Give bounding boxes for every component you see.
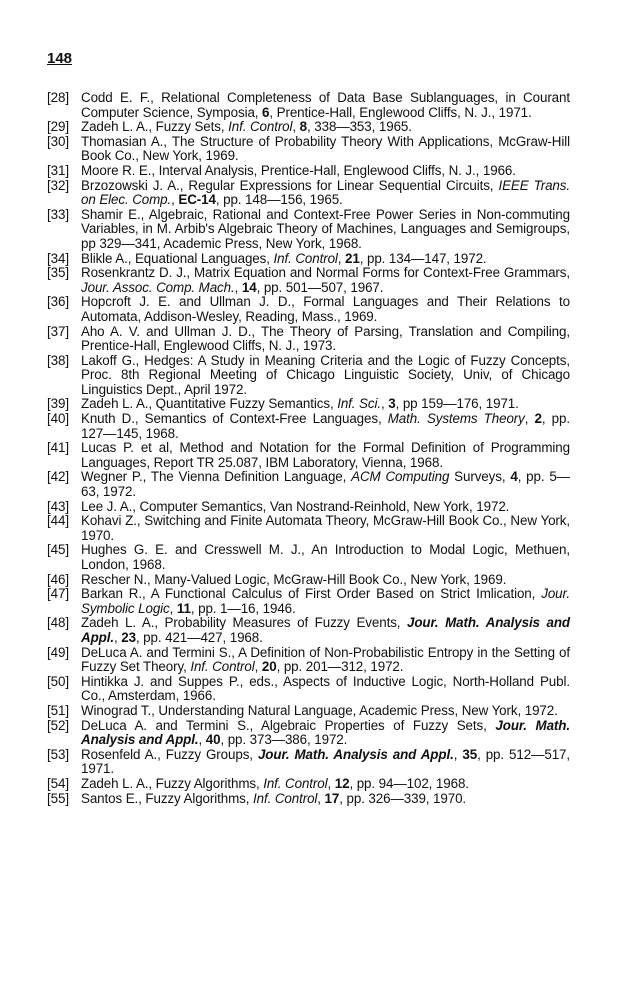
reference-segment: , pp. 501—507, 1967. <box>256 279 384 295</box>
reference-segment: , <box>169 600 177 616</box>
reference-number: [44] <box>47 513 69 529</box>
reference-entry <box>47 295 570 324</box>
reference-emphasis: ACM Computing <box>351 469 450 485</box>
reference-emphasis: 2 <box>534 411 542 427</box>
reference-segment: Hintikka J. and Suppes P., eds., Aspects of Inductive Logic, North-Holland Publ. Co., Amsterdam, 1966. <box>81 673 570 704</box>
reference-number: [52] <box>47 717 69 733</box>
reference-text <box>81 573 570 588</box>
reference-emphasis: Jour. Math. Analysis and Appl. <box>81 615 570 645</box>
reference-number: [34] <box>47 250 69 266</box>
reference-text <box>81 616 570 645</box>
reference-text <box>81 777 570 792</box>
reference-entry <box>47 179 570 208</box>
reference-entry <box>47 120 570 135</box>
reference-segment: Rosenkrantz D. J., Matrix Equation and Normal Forms for Context-Free Grammars, <box>81 265 570 281</box>
reference-segment: , <box>113 629 122 645</box>
reference-text <box>81 266 570 295</box>
reference-entry <box>47 704 570 719</box>
reference-number: [49] <box>47 644 69 660</box>
reference-segment: , <box>171 192 179 208</box>
reference-emphasis: Inf. Sci. <box>337 396 381 412</box>
reference-emphasis: 21 <box>345 250 360 266</box>
reference-number: [42] <box>47 469 69 485</box>
reference-text <box>81 135 570 164</box>
reference-segment: , 338—353, 1965. <box>307 119 412 135</box>
reference-number: [51] <box>47 702 69 718</box>
reference-emphasis: Inf. Control <box>228 119 293 135</box>
reference-segment: , <box>317 790 325 806</box>
reference-number: [53] <box>47 746 69 762</box>
reference-text <box>81 587 570 616</box>
reference-segment: Zadeh L. A., Quantitative Fuzzy Semantics, <box>81 396 338 412</box>
reference-entry <box>47 777 570 792</box>
reference-segment: Rescher N., Many-Valued Logic, McGraw-Hill Book Co., New York, 1969. <box>81 571 507 587</box>
reference-entry <box>47 543 570 572</box>
reference-segment: , <box>292 119 300 135</box>
reference-number: [54] <box>47 775 69 791</box>
reference-emphasis: Jour. Assoc. Comp. Mach. <box>81 279 235 295</box>
reference-entry <box>47 587 570 616</box>
reference-entry <box>47 135 570 164</box>
reference-segment: Winograd T., Understanding Natural Language, Academic Press, New York, 1972. <box>81 702 558 718</box>
reference-segment: , pp. 201—312, 1972. <box>276 659 404 675</box>
reference-segment: Lee J. A., Computer Semantics, Van Nostrand-Reinhold, New York, 1972. <box>81 498 510 514</box>
reference-emphasis: Jour. Math. Analysis and Appl. <box>81 717 570 748</box>
reference-number: [47] <box>47 586 69 602</box>
reference-segment: , <box>198 732 206 748</box>
reference-number: [29] <box>47 119 69 135</box>
reference-segment: , <box>234 279 242 295</box>
reference-text <box>81 704 570 719</box>
reference-segment: Lakoff G., Hedges: A Study in Meaning Criteria and the Logic of Fuzzy Concepts, Proc. 8th Regional Meeting of Chicago Linguistic Society, Univ, of Chicago Linguistics Dept., April 1972. <box>81 352 570 397</box>
reference-text <box>81 179 570 208</box>
reference-emphasis: 6 <box>262 104 270 120</box>
reference-segment: , pp. 326—339, 1970. <box>339 790 467 806</box>
reference-entry <box>47 325 570 354</box>
reference-text <box>81 208 570 252</box>
reference-emphasis: 40 <box>205 732 221 748</box>
reference-text <box>81 646 570 675</box>
reference-segment: Shamir E., Algebraic, Rational and Context-Free Power Series in Non-commuting Variables, in M. Arbib's Algebraic Theory of Machines, Languages and Semigroups, pp 329—341, Academic Press, New York, 1968. <box>81 206 570 251</box>
reference-segment: Santos E., Fuzzy Algorithms, <box>81 790 253 806</box>
reference-emphasis: Inf. Control <box>190 659 255 675</box>
reference-number: [35] <box>47 265 69 281</box>
reference-entry <box>47 616 570 645</box>
reference-entry <box>47 646 570 675</box>
reference-number: [37] <box>47 323 69 339</box>
reference-text <box>81 164 570 179</box>
reference-segment: , pp. 5—63, 1972. <box>81 469 570 500</box>
reference-number: [36] <box>47 294 69 310</box>
reference-number: [31] <box>47 162 69 178</box>
reference-segment: , pp. 373—386, 1972. <box>220 732 348 748</box>
reference-text <box>81 252 570 267</box>
reference-segment: DeLuca A. and Termini S., A Definition of Non-Probabilistic Entropy in the Setting of Fuzzy Set Theory, <box>81 644 570 675</box>
reference-entry <box>47 91 570 120</box>
reference-number: [33] <box>47 206 69 222</box>
reference-segment: , <box>337 250 346 266</box>
reference-segment: DeLuca A. and Termini S., Algebraic Properties of Fuzzy Sets, <box>81 717 496 733</box>
reference-text <box>81 748 570 777</box>
reference-emphasis: 14 <box>241 279 257 295</box>
reference-entry <box>47 792 570 807</box>
reference-emphasis: Inf. Control <box>273 250 338 266</box>
reference-segment: , <box>254 659 262 675</box>
reference-entry <box>47 719 570 748</box>
reference-segment: Lucas P. et al, Method and Notation for the Formal Definition of Programming Languages, Report TR 25.087, IBM Laboratory, Vienna, 1968. <box>81 440 570 470</box>
reference-number: [30] <box>47 133 69 149</box>
reference-emphasis: 8 <box>299 119 308 135</box>
reference-number: [46] <box>47 571 69 587</box>
reference-segment: Hughes G. E. and Cresswell M. J., An Introduction to Modal Logic, Methuen, London, 1968. <box>81 542 570 572</box>
reference-segment: Codd E. F., Relational Completeness of Data Base Sublanguages, in Courant Computer Science, Symposia, <box>81 90 570 120</box>
reference-segment: , pp. 1—16, 1946. <box>190 600 296 616</box>
reference-number: [48] <box>47 615 69 631</box>
reference-segment: , pp. 148—156, 1965. <box>215 192 343 208</box>
reference-number: [32] <box>47 177 69 193</box>
reference-segment: , pp. 127—145, 1968. <box>81 411 570 441</box>
reference-segment: Barkan R., A Functional Calculus of First Order Based on Strict Imlication, <box>81 586 542 602</box>
reference-segment: Surveys, <box>449 469 511 485</box>
reference-emphasis: EC-14 <box>178 192 216 208</box>
reference-emphasis: Jour. Math. Analysis and Appl. <box>257 746 454 762</box>
reference-segment: , pp. 94—102, 1968. <box>349 775 469 791</box>
reference-segment: , pp. 421—427, 1968. <box>135 629 263 645</box>
reference-entry <box>47 675 570 704</box>
reference-segment: Knuth D., Semantics of Context-Free Languages, <box>81 411 388 427</box>
reference-text <box>81 719 570 748</box>
reference-emphasis: Inf. Control <box>253 790 318 806</box>
reference-number: [41] <box>47 440 69 456</box>
reference-emphasis: Inf. Control <box>263 775 328 791</box>
reference-number: [39] <box>47 396 69 412</box>
reference-emphasis: 23 <box>121 629 136 645</box>
reference-text <box>81 675 570 704</box>
reference-emphasis: 12 <box>334 775 350 791</box>
reference-text <box>81 295 570 324</box>
reference-emphasis: 4 <box>510 469 518 485</box>
page-number: 148 <box>47 50 73 67</box>
reference-segment: Rosenfeld A., Fuzzy Groups, <box>81 746 258 762</box>
reference-number: [50] <box>47 673 69 689</box>
reference-segment: , <box>380 396 389 412</box>
reference-number: [55] <box>47 790 69 806</box>
reference-text <box>81 500 570 515</box>
reference-emphasis: 11 <box>176 600 191 616</box>
reference-entry <box>47 397 570 412</box>
reference-list <box>47 91 570 806</box>
reference-emphasis: 35 <box>462 746 478 762</box>
reference-segment: Blikle A., Equational Languages, <box>81 250 274 266</box>
reference-segment: , pp. 512—517, 1971. <box>81 746 571 777</box>
reference-segment: Brzozowski J. A., Regular Expressions for Linear Sequential Circuits, <box>81 177 499 193</box>
reference-segment: Zadeh L. A., Fuzzy Sets, <box>81 119 229 135</box>
reference-emphasis: 3 <box>388 396 396 412</box>
reference-text <box>81 354 570 398</box>
reference-segment: Zadeh L. A., Probability Measures of Fuzzy Events, <box>81 615 407 631</box>
reference-entry <box>47 164 570 179</box>
reference-segment: , pp 159—176, 1971. <box>395 396 519 412</box>
reference-segment: Hopcroft J. E. and Ullman J. D., Formal Languages and Their Relations to Automata, Addison-Wesley, Reading, Mass., 1969. <box>81 294 570 324</box>
reference-entry <box>47 412 570 441</box>
reference-entry <box>47 500 570 515</box>
reference-entry <box>47 208 570 252</box>
reference-number: [43] <box>47 498 69 514</box>
reference-number: [28] <box>47 90 69 105</box>
reference-entry <box>47 470 570 499</box>
reference-segment: Aho A. V. and Ullman J. D., The Theory of Parsing, Translation and Compiling, Prentice-Hall, Englewood Cliffs, N. J., 1973. <box>81 323 570 354</box>
reference-segment: Moore R. E., Interval Analysis, Prentice-Hall, Englewood Cliffs, N. J., 1966. <box>81 162 516 178</box>
reference-text <box>81 412 570 441</box>
reference-segment: Zadeh L. A., Fuzzy Algorithms, <box>81 775 264 791</box>
reference-text <box>81 514 570 543</box>
reference-segment: , Prentice-Hall, Englewood Cliffs, N. J., 1971. <box>269 104 532 120</box>
reference-emphasis: 17 <box>324 790 340 806</box>
reference-entry <box>47 573 570 588</box>
reference-entry <box>47 514 570 543</box>
reference-entry <box>47 354 570 398</box>
reference-segment: Kohavi Z., Switching and Finite Automata Theory, McGraw-Hill Book Co., New York, 1970. <box>81 513 570 543</box>
reference-text <box>81 325 570 354</box>
reference-emphasis: Jour. Symbolic Logic <box>81 586 570 616</box>
reference-text <box>81 543 570 572</box>
reference-emphasis: IEEE Trans. on Elec. Comp. <box>81 177 570 208</box>
reference-number: [40] <box>47 411 69 427</box>
reference-segment: , <box>524 411 535 427</box>
reference-text <box>81 397 570 412</box>
reference-emphasis: Math. Systems Theory <box>387 411 525 427</box>
reference-number: [38] <box>47 352 69 368</box>
reference-entry <box>47 252 570 267</box>
reference-text <box>81 120 570 135</box>
reference-text <box>81 441 570 470</box>
reference-entry <box>47 266 570 295</box>
reference-segment: Thomasian A., The Structure of Probability Theory With Applications, McGraw-Hill Book Co., New York, 1969. <box>81 133 570 164</box>
reference-number: [45] <box>47 542 69 558</box>
reference-segment: , pp. 134—147, 1972. <box>359 250 487 266</box>
reference-text <box>81 792 570 807</box>
reference-text <box>81 470 570 499</box>
reference-entry <box>47 748 570 777</box>
reference-segment: , <box>327 775 335 791</box>
reference-entry <box>47 441 570 470</box>
reference-segment: Wegner P., The Vienna Definition Language, <box>81 469 352 485</box>
reference-emphasis: 20 <box>261 659 277 675</box>
reference-segment: , <box>453 746 463 762</box>
reference-text <box>81 91 570 120</box>
